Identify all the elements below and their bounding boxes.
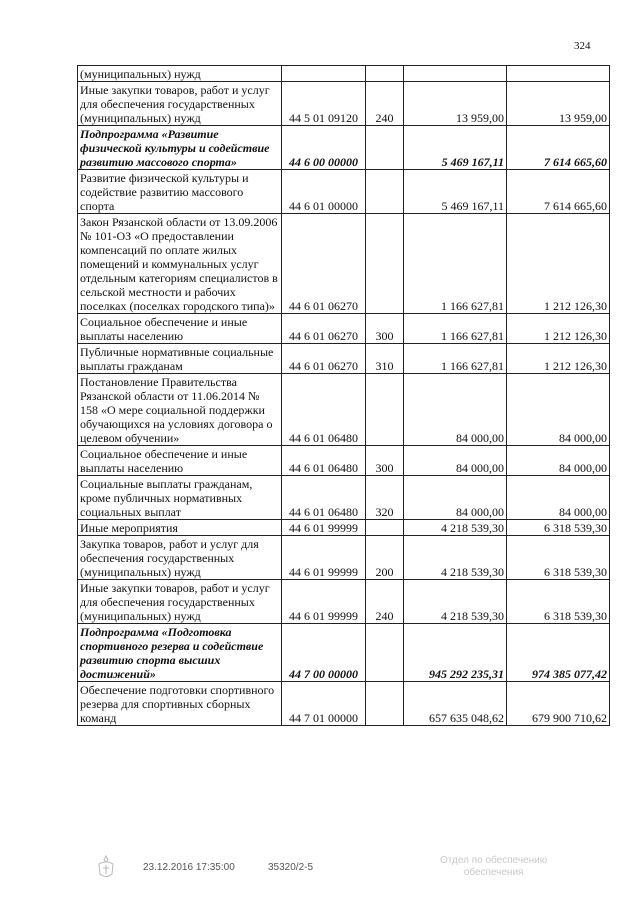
table-row	[78, 214, 610, 314]
emblem-icon	[95, 854, 117, 880]
row-amount-2017: 84 000,00	[404, 446, 507, 476]
row-expense-type	[366, 126, 404, 170]
footer-date: 23.12.2016 17:35:00	[143, 862, 235, 873]
row-name: (муниципальных) нужд	[78, 66, 282, 82]
row-amount-2017: 4 218 539,30	[404, 520, 507, 536]
row-name: Иные закупки товаров, работ и услуг для обеспечения государственных (муниципальных) нужд	[78, 580, 282, 624]
table-row	[78, 520, 610, 536]
row-amount-2018: 84 000,00	[507, 374, 610, 446]
footer-doc-number: 35320/2-5	[268, 862, 314, 873]
footer	[0, 855, 640, 890]
row-name: Социальные выплаты гражданам, кроме публичных нормативных социальных выплат	[78, 476, 282, 520]
footer-stamp-line-1: Отдел по обеспечению	[440, 855, 548, 866]
row-amount-2017: 84 000,00	[404, 374, 507, 446]
row-amount-2017: 4 218 539,30	[404, 580, 507, 624]
row-expense-type: 310	[366, 344, 404, 374]
row-code: 44 6 01 06270	[282, 314, 366, 344]
budget-table-body	[78, 66, 610, 726]
row-expense-type: 300	[366, 446, 404, 476]
table-row	[78, 682, 610, 726]
table-row	[78, 82, 610, 126]
row-amount-2017: 657 635 048,62	[404, 682, 507, 726]
footer-stamp-line-2: обеспечения	[463, 867, 524, 878]
row-expense-type	[366, 682, 404, 726]
row-expense-type: 240	[366, 580, 404, 624]
row-amount-2017: 13 959,00	[404, 82, 507, 126]
row-amount-2018: 1 212 126,30	[507, 314, 610, 344]
row-amount-2017: 4 218 539,30	[404, 536, 507, 580]
row-name: Закон Рязанской области от 13.09.2006 № 101-ОЗ «О предоставлении компенсаций по оплате жилых помещений и коммунальных услуг отдельным категориям специалистов в сельской местности и рабочих поселках (поселках городского типа)»	[78, 214, 282, 314]
row-code: 44 6 01 99999	[282, 580, 366, 624]
row-expense-type: 200	[366, 536, 404, 580]
budget-table	[77, 65, 610, 726]
row-amount-2018: 84 000,00	[507, 476, 610, 520]
row-expense-type: 300	[366, 314, 404, 344]
page-number: 324	[574, 40, 591, 52]
row-name: Иные мероприятия	[78, 520, 282, 536]
row-amount-2018: 13 959,00	[507, 82, 610, 126]
row-name: Закупка товаров, работ и услуг для обеспечения государственных (муниципальных) нужд	[78, 536, 282, 580]
row-amount-2018	[507, 66, 610, 82]
row-amount-2017: 1 166 627,81	[404, 314, 507, 344]
row-amount-2017	[404, 66, 507, 82]
table-row	[78, 446, 610, 476]
row-amount-2018: 1 212 126,30	[507, 214, 610, 314]
row-code: 44 6 01 99999	[282, 536, 366, 580]
table-row	[78, 170, 610, 214]
row-amount-2017: 84 000,00	[404, 476, 507, 520]
row-name: Социальное обеспечение и иные выплаты населению	[78, 314, 282, 344]
row-amount-2017: 5 469 167,11	[404, 170, 507, 214]
row-expense-type: 320	[366, 476, 404, 520]
row-code: 44 7 00 00000	[282, 624, 366, 682]
row-amount-2018: 6 318 539,30	[507, 580, 610, 624]
row-code: 44 6 01 06270	[282, 344, 366, 374]
row-code: 44 5 01 09120	[282, 82, 366, 126]
table-row	[78, 536, 610, 580]
row-amount-2018: 7 614 665,60	[507, 170, 610, 214]
table-row	[78, 66, 610, 82]
row-expense-type	[366, 214, 404, 314]
row-name: Развитие физической культуры и содействие развитию массового спорта	[78, 170, 282, 214]
table-row	[78, 126, 610, 170]
table-row	[78, 476, 610, 520]
table-row	[78, 374, 610, 446]
row-amount-2018: 6 318 539,30	[507, 536, 610, 580]
table-row	[78, 314, 610, 344]
table-row	[78, 624, 610, 682]
footer-stamp	[440, 855, 547, 879]
row-expense-type	[366, 170, 404, 214]
row-code: 44 7 01 00000	[282, 682, 366, 726]
row-amount-2018: 974 385 077,42	[507, 624, 610, 682]
row-name: Публичные нормативные социальные выплаты гражданам	[78, 344, 282, 374]
row-amount-2018: 1 212 126,30	[507, 344, 610, 374]
row-name: Подпрограмма «Развитие физической культуры и содействие развитию массового спорта»	[78, 126, 282, 170]
row-amount-2018: 84 000,00	[507, 446, 610, 476]
row-code: 44 6 00 00000	[282, 126, 366, 170]
row-code: 44 6 01 06270	[282, 214, 366, 314]
row-name: Социальное обеспечение и иные выплаты населению	[78, 446, 282, 476]
row-expense-type	[366, 374, 404, 446]
row-code: 44 6 01 99999	[282, 520, 366, 536]
row-code: 44 6 01 06480	[282, 476, 366, 520]
row-amount-2018: 6 318 539,30	[507, 520, 610, 536]
row-expense-type	[366, 520, 404, 536]
row-amount-2018: 7 614 665,60	[507, 126, 610, 170]
row-code: 44 6 01 06480	[282, 446, 366, 476]
row-expense-type	[366, 66, 404, 82]
row-name: Постановление Правительства Рязанской области от 11.06.2014 № 158 «О мере социальной поддержки обучающихся на условиях договора о целевом обучении»	[78, 374, 282, 446]
row-amount-2017: 945 292 235,31	[404, 624, 507, 682]
table-row	[78, 344, 610, 374]
row-code	[282, 66, 366, 82]
row-name: Иные закупки товаров, работ и услуг для обеспечения государственных (муниципальных) нужд	[78, 82, 282, 126]
row-name: Обеспечение подготовки спортивного резерва для спортивных сборных команд	[78, 682, 282, 726]
row-amount-2017: 1 166 627,81	[404, 344, 507, 374]
row-code: 44 6 01 06480	[282, 374, 366, 446]
row-code: 44 6 01 00000	[282, 170, 366, 214]
row-name: Подпрограмма «Подготовка спортивного резерва и содействие развитию спорта высших достижений»	[78, 624, 282, 682]
row-expense-type: 240	[366, 82, 404, 126]
row-amount-2017: 5 469 167,11	[404, 126, 507, 170]
row-amount-2018: 679 900 710,62	[507, 682, 610, 726]
table-row	[78, 580, 610, 624]
row-expense-type	[366, 624, 404, 682]
row-amount-2017: 1 166 627,81	[404, 214, 507, 314]
